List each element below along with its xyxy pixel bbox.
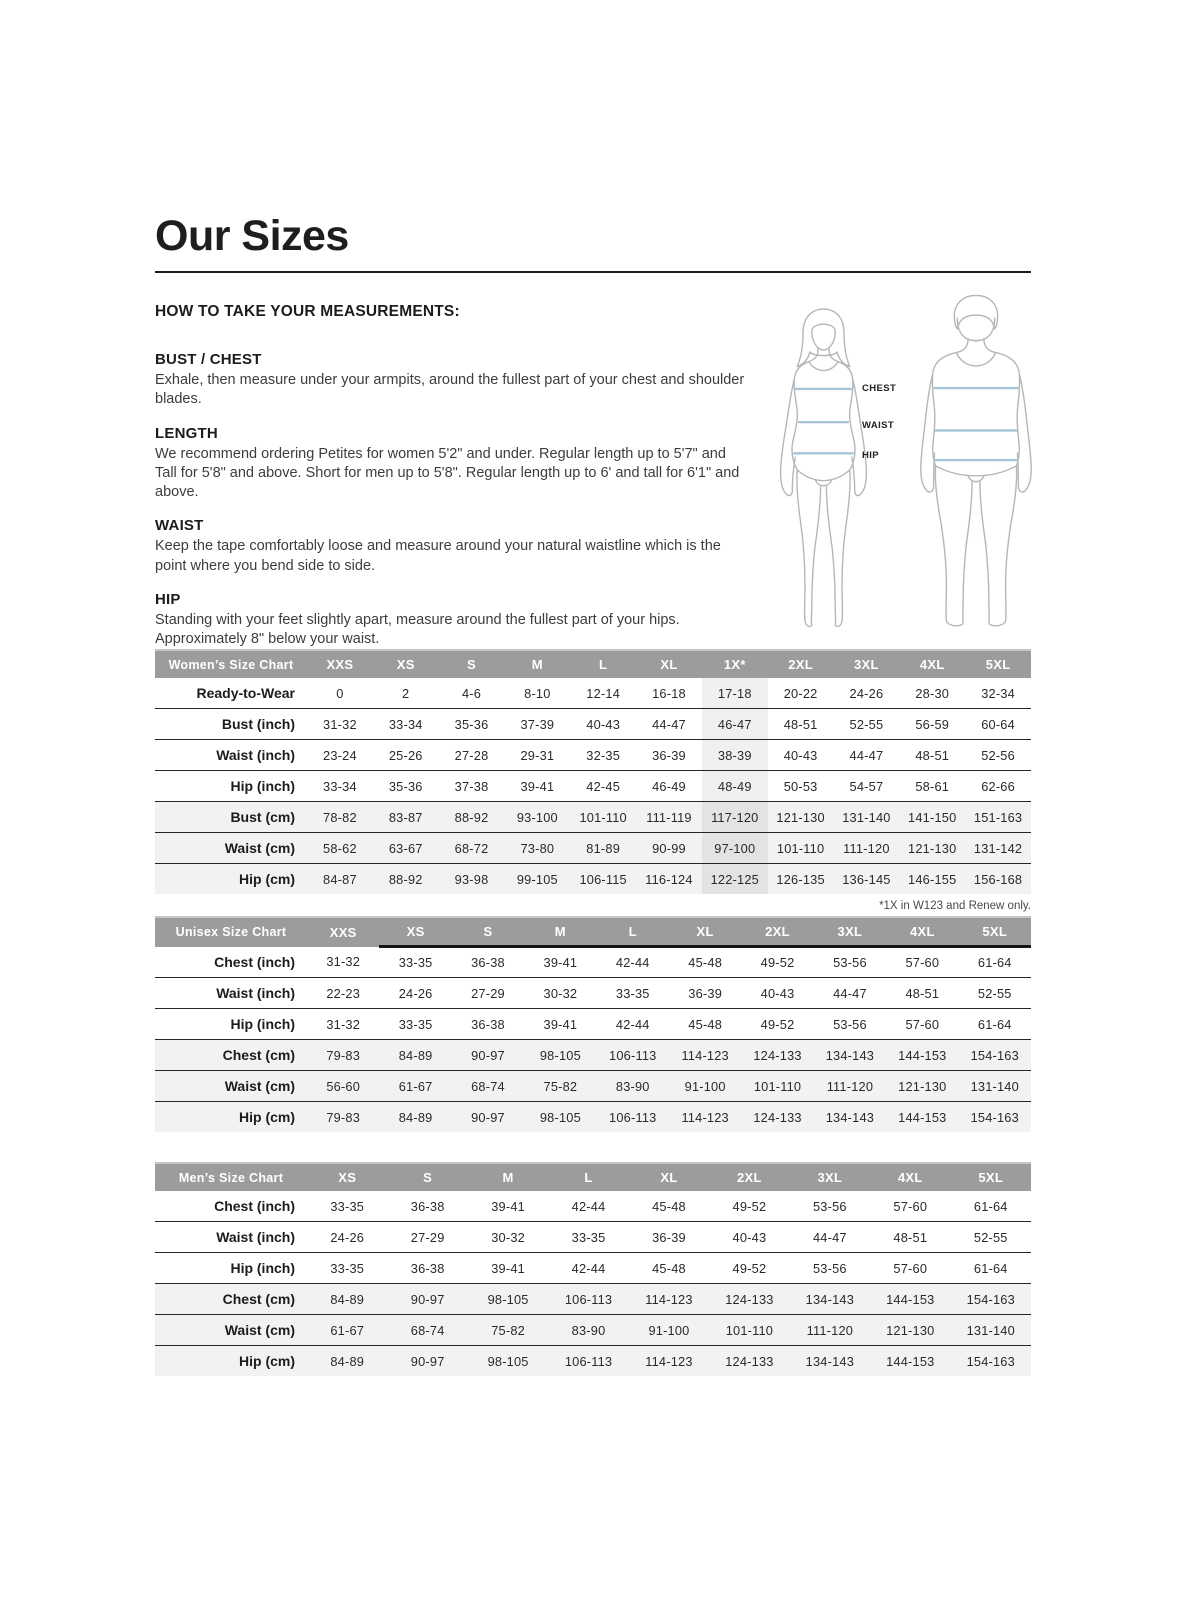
size-cell: 35-36: [454, 716, 489, 732]
size-cell: 111-120: [843, 840, 890, 856]
size-cell: 60-64: [981, 716, 1015, 732]
size-cell: 38-39: [702, 740, 768, 771]
table-title-cell: Women’s Size Chart: [155, 650, 307, 678]
column-header: L: [570, 650, 636, 678]
size-cell: 106-113: [564, 1291, 613, 1307]
size-cell: 90-99: [652, 840, 686, 856]
size-cell: 75-82: [491, 1322, 525, 1338]
size-cell: 121-130: [898, 1078, 947, 1094]
table-row: [155, 1009, 1031, 1040]
size-cell: 48-51: [905, 985, 940, 1001]
size-cell: 116-124: [645, 871, 693, 887]
size-cell: 42-44: [615, 955, 650, 970]
size-cell: 31-32: [323, 716, 357, 732]
size-cell: 4-6: [461, 685, 482, 701]
size-cell: 36-38: [410, 1198, 445, 1214]
size-cell: 36-38: [471, 1016, 505, 1032]
size-cell: 57-60: [893, 1260, 928, 1276]
size-cell: 39-41: [543, 1016, 578, 1032]
size-cell: 146-155: [908, 871, 957, 887]
section-hip: [155, 591, 747, 650]
size-cell: 90-97: [471, 1047, 505, 1063]
table-row: [155, 864, 1031, 895]
size-cell: 154-163: [970, 1047, 1019, 1063]
table-row: [155, 833, 1031, 864]
size-cell: 151-163: [973, 809, 1023, 825]
section-heading: WAIST: [155, 517, 204, 535]
column-header: 3XL: [814, 917, 886, 947]
size-cell: 90-97: [410, 1353, 445, 1369]
size-cell: 33-35: [330, 1198, 365, 1214]
size-cell: 122-125: [702, 864, 768, 895]
size-cell: 25-26: [388, 747, 423, 763]
size-cell: 144-153: [898, 1109, 947, 1125]
column-header: XXS: [307, 917, 379, 947]
row-label: Waist (cm): [224, 1078, 295, 1094]
size-cell: 33-34: [323, 778, 357, 794]
size-cell: 68-74: [471, 1078, 505, 1094]
table-row: [155, 1040, 1031, 1071]
table-row: [155, 802, 1031, 833]
column-header: 3XL: [790, 1163, 870, 1191]
table-row: [155, 1222, 1031, 1253]
size-cell: 36-38: [471, 955, 505, 970]
hip-label: HIP: [862, 450, 880, 461]
size-cell: 121-130: [886, 1322, 935, 1338]
size-cell: 53-56: [812, 1198, 847, 1214]
size-cell: 58-62: [323, 840, 357, 856]
size-cell: 49-52: [760, 1016, 795, 1032]
column-header: XS: [307, 1163, 387, 1191]
size-cell: 121-130: [908, 840, 957, 856]
row-label: Ready-to-Wear: [196, 685, 295, 701]
size-cell: 91-100: [648, 1322, 690, 1338]
size-cell: 37-38: [454, 778, 489, 794]
table-row: [155, 1102, 1031, 1133]
size-cell: 84-89: [398, 1109, 433, 1125]
section-body: We recommend ordering Petites for women 5'2" and under. Regular length up to 5'7" and Tall for 5'8" and above. Short for men up to 5'8". Regular length up to 6' and tall for 6'1" and above.: [155, 445, 740, 501]
size-cell: 84-87: [323, 871, 357, 887]
female-figure-illustration: [765, 305, 882, 627]
column-header: L: [548, 1163, 628, 1191]
size-cell: 141-150: [908, 809, 957, 825]
size-cell: 97-100: [702, 833, 768, 864]
table-row: [155, 740, 1031, 771]
size-cell: 117-120: [702, 802, 768, 833]
column-header: 4XL: [899, 650, 965, 678]
mens-size-table-container: [155, 1162, 1031, 1376]
size-cell: 31-32: [326, 954, 361, 970]
size-cell: 124-133: [725, 1291, 774, 1307]
size-cell: 40-43: [783, 747, 818, 763]
column-header: 2XL: [768, 650, 834, 678]
section-body: Exhale, then measure under your armpits, around the fullest part of your chest and shoulder blades.: [155, 372, 745, 408]
column-header: XXS: [307, 650, 373, 678]
size-cell: 0: [336, 685, 344, 701]
size-cell: 33-35: [571, 1229, 606, 1245]
size-cell: 27-29: [410, 1229, 445, 1245]
size-cell: 49-52: [732, 1198, 767, 1214]
size-table: [155, 916, 1031, 1132]
size-cell: 58-61: [915, 778, 950, 794]
size-cell: 98-105: [539, 1047, 581, 1063]
size-cell: 36-39: [652, 747, 686, 763]
unisex-size-chart: [155, 916, 1031, 1132]
column-header: L: [597, 917, 669, 947]
size-cell: 101-110: [753, 1078, 802, 1094]
size-cell: 156-168: [973, 871, 1023, 887]
size-cell: 84-89: [398, 1047, 433, 1063]
size-cell: 35-36: [388, 778, 423, 794]
size-chart-footnote: *1X in W123 and Renew only.: [879, 900, 1031, 912]
size-cell: 68-74: [410, 1322, 445, 1338]
section-waist: [155, 517, 747, 576]
size-cell: 44-47: [833, 985, 867, 1001]
column-header: XL: [669, 917, 741, 947]
size-cell: 42-44: [571, 1260, 606, 1276]
size-cell: 30-32: [491, 1229, 525, 1245]
column-header: 4XL: [870, 1163, 950, 1191]
size-cell: 98-105: [487, 1291, 529, 1307]
size-cell: 42-44: [615, 1016, 650, 1032]
table-row: [155, 1253, 1031, 1284]
size-cell: 16-18: [652, 685, 686, 701]
size-cell: 33-35: [398, 955, 433, 970]
size-cell: 32-35: [586, 747, 621, 763]
column-header: M: [468, 1163, 548, 1191]
section-heading: BUST / CHEST: [155, 351, 262, 368]
size-cell: 154-163: [966, 1291, 1015, 1307]
size-cell: 29-31: [520, 747, 555, 763]
size-cell: 62-66: [981, 778, 1015, 794]
womens-size-chart: [155, 649, 1031, 912]
size-cell: 101-110: [725, 1322, 774, 1338]
size-cell: 84-89: [330, 1353, 365, 1369]
section-heading: HIP: [155, 590, 181, 608]
size-cell: 44-47: [849, 747, 884, 763]
size-cell: 131-142: [973, 840, 1023, 856]
how-to-heading: HOW TO TAKE YOUR MEASUREMENTS:: [155, 303, 460, 320]
row-label: Waist (inch): [216, 1229, 295, 1245]
size-cell: 61-67: [330, 1322, 365, 1338]
size-cell: 124-133: [753, 1109, 802, 1125]
section-bust-chest: [155, 351, 747, 410]
table-header-row: [155, 1163, 1031, 1191]
size-cell: 54-57: [849, 778, 884, 794]
size-cell: 48-49: [702, 771, 768, 802]
column-header: 4XL: [886, 917, 958, 947]
size-cell: 144-153: [886, 1353, 935, 1369]
size-cell: 111-120: [806, 1322, 854, 1338]
size-cell: 36-39: [652, 1229, 686, 1245]
table-row: [155, 709, 1031, 740]
table-row: [155, 1284, 1031, 1315]
size-cell: 39-41: [520, 778, 555, 794]
row-label: Bust (inch): [221, 716, 295, 732]
column-header: XL: [629, 1163, 709, 1191]
size-cell: 46-49: [652, 778, 686, 794]
size-cell: 33-34: [388, 716, 423, 732]
row-label: Chest (inch): [214, 953, 295, 970]
size-cell: 12-14: [586, 685, 621, 701]
size-cell: 30-32: [543, 985, 578, 1001]
size-cell: 52-55: [973, 1229, 1008, 1245]
size-cell: 154-163: [970, 1109, 1019, 1125]
column-header: M: [524, 917, 596, 947]
row-label: Hip (cm): [239, 871, 295, 887]
size-cell: 40-43: [732, 1229, 767, 1245]
size-cell: 114-123: [645, 1353, 693, 1369]
size-cell: 50-53: [783, 778, 818, 794]
size-cell: 134-143: [825, 1047, 875, 1063]
row-label: Hip (inch): [230, 1260, 295, 1276]
size-cell: 57-60: [905, 955, 940, 970]
column-header: 2XL: [741, 917, 813, 947]
size-cell: 154-163: [966, 1353, 1015, 1369]
male-figure-illustration: [907, 289, 1045, 634]
table-row: [155, 947, 1031, 978]
size-cell: 48-51: [893, 1229, 928, 1245]
size-cell: 23-24: [323, 747, 357, 763]
size-cell: 44-47: [812, 1229, 847, 1245]
size-cell: 75-82: [543, 1078, 578, 1094]
size-cell: 99-105: [516, 871, 558, 887]
size-cell: 61-64: [973, 1198, 1008, 1214]
section-length: [155, 425, 747, 503]
size-cell: 31-32: [326, 1016, 361, 1032]
row-label: Hip (cm): [239, 1353, 295, 1369]
size-cell: 40-43: [586, 716, 621, 732]
size-cell: 83-90: [571, 1322, 606, 1338]
row-label: Waist (cm): [224, 1322, 295, 1338]
size-cell: 136-145: [842, 871, 891, 887]
size-cell: 52-55: [977, 985, 1012, 1001]
size-cell: 98-105: [539, 1109, 581, 1125]
size-cell: 134-143: [805, 1353, 855, 1369]
size-cell: 106-113: [609, 1047, 657, 1063]
table-row: [155, 678, 1031, 709]
size-cell: 131-140: [842, 809, 891, 825]
row-label: Bust (cm): [230, 809, 295, 825]
size-cell: 83-87: [388, 809, 423, 825]
row-label: Waist (inch): [216, 747, 295, 763]
size-cell: 144-153: [886, 1291, 935, 1307]
table-title-cell: Unisex Size Chart: [155, 917, 307, 947]
row-label: Hip (inch): [230, 1016, 295, 1032]
size-cell: 27-28: [454, 747, 489, 763]
size-cell: 101-110: [776, 840, 825, 856]
size-cell: 32-34: [981, 685, 1015, 701]
size-cell: 98-105: [487, 1353, 529, 1369]
size-cell: 111-119: [646, 809, 692, 825]
size-cell: 53-56: [833, 955, 867, 970]
size-cell: 24-26: [849, 685, 884, 701]
row-label: Chest (cm): [222, 1291, 295, 1307]
size-cell: 106-115: [579, 871, 627, 887]
size-cell: 114-123: [681, 1047, 729, 1063]
size-cell: 48-51: [915, 747, 950, 763]
size-cell: 33-35: [615, 985, 650, 1001]
size-cell: 42-44: [571, 1198, 606, 1214]
size-cell: 68-72: [454, 840, 489, 856]
size-cell: 46-47: [702, 709, 768, 740]
table-title-cell: Men’s Size Chart: [155, 1163, 307, 1191]
section-body: Keep the tape comfortably loose and measure around your natural waistline which is the point where you bend side to side.: [155, 538, 721, 574]
size-cell: 93-100: [516, 809, 558, 825]
column-header: 5XL: [965, 650, 1031, 678]
table-row: [155, 1071, 1031, 1102]
row-label: Hip (inch): [230, 778, 295, 794]
column-header: M: [504, 650, 570, 678]
size-table: [155, 649, 1031, 894]
size-cell: 49-52: [732, 1260, 767, 1276]
size-cell: 91-100: [684, 1078, 726, 1094]
size-cell: 28-30: [915, 685, 950, 701]
column-header: 2XL: [709, 1163, 789, 1191]
size-cell: 45-48: [688, 1016, 723, 1032]
waist-label: WAIST: [862, 420, 895, 431]
table-row: [155, 1315, 1031, 1346]
size-cell: 78-82: [323, 809, 357, 825]
size-cell: 131-140: [966, 1322, 1015, 1338]
size-cell: 42-45: [586, 778, 621, 794]
size-cell: 36-38: [410, 1260, 445, 1276]
size-cell: 40-43: [760, 985, 795, 1001]
size-cell: 88-92: [388, 871, 423, 887]
size-cell: 53-56: [812, 1260, 847, 1276]
size-cell: 39-41: [491, 1260, 525, 1276]
column-header: XS: [373, 650, 439, 678]
unisex-size-table-container: [155, 916, 1031, 1132]
page-title: Our Sizes: [155, 212, 349, 260]
size-cell: 79-83: [326, 1109, 361, 1125]
size-cell: 93-98: [454, 871, 489, 887]
size-cell: 88-92: [454, 809, 489, 825]
column-header: 5XL: [951, 1163, 1032, 1191]
size-cell: 33-35: [398, 1016, 433, 1032]
size-cell: 61-64: [977, 1016, 1012, 1032]
size-cell: 101-110: [579, 809, 627, 825]
womens-size-table-container: [155, 649, 1031, 894]
size-cell: 37-39: [520, 716, 555, 732]
column-header: S: [387, 1163, 467, 1191]
size-cell: 33-35: [330, 1260, 365, 1276]
size-cell: 17-18: [702, 678, 768, 709]
size-cell: 52-55: [849, 716, 884, 732]
row-label: Waist (inch): [216, 985, 295, 1001]
table-row: [155, 771, 1031, 802]
size-cell: 134-143: [805, 1291, 855, 1307]
size-cell: 111-120: [826, 1078, 874, 1094]
size-cell: 106-113: [609, 1109, 657, 1125]
size-cell: 84-89: [330, 1291, 365, 1307]
size-table: [155, 1162, 1031, 1376]
row-label: Waist (cm): [224, 840, 295, 856]
size-cell: 57-60: [905, 1016, 940, 1032]
size-cell: 22-23: [326, 985, 361, 1001]
column-header: 1X*: [702, 650, 768, 678]
column-header: 5XL: [959, 917, 1031, 947]
size-cell: 90-97: [410, 1291, 445, 1307]
size-cell: 52-56: [981, 747, 1015, 763]
chest-label: CHEST: [862, 383, 897, 394]
size-cell: 73-80: [520, 840, 555, 856]
row-label: Chest (inch): [214, 1198, 295, 1214]
size-cell: 57-60: [893, 1198, 928, 1214]
size-cell: 124-133: [725, 1353, 774, 1369]
size-cell: 63-67: [388, 840, 423, 856]
table-row: [155, 978, 1031, 1009]
size-cell: 45-48: [652, 1260, 686, 1276]
title-divider: [155, 271, 1031, 273]
table-header-row: [155, 650, 1031, 678]
size-cell: 39-41: [543, 955, 578, 970]
size-cell: 114-123: [645, 1291, 693, 1307]
size-cell: 49-52: [760, 955, 795, 970]
size-cell: 48-51: [783, 716, 818, 732]
size-cell: 61-64: [973, 1260, 1008, 1276]
size-cell: 61-64: [977, 955, 1012, 970]
size-cell: 126-135: [776, 871, 825, 887]
column-header: XS: [379, 917, 451, 947]
size-cell: 20-22: [783, 685, 818, 701]
section-body: Standing with your feet slightly apart, measure around the fullest part of your hips. Approximately 8" below your waist.: [155, 611, 680, 648]
size-cell: 124-133: [753, 1047, 802, 1063]
size-cell: 53-56: [833, 1016, 867, 1032]
table-row: [155, 1346, 1031, 1377]
size-cell: 45-48: [688, 955, 723, 970]
size-cell: 81-89: [586, 840, 621, 856]
column-header: S: [439, 650, 505, 678]
row-label: Chest (cm): [222, 1047, 295, 1063]
size-cell: 44-47: [652, 716, 686, 732]
size-cell: 114-123: [681, 1109, 729, 1125]
size-cell: 24-26: [398, 985, 433, 1001]
size-cell: 27-29: [471, 985, 505, 1001]
size-cell: 45-48: [652, 1198, 686, 1214]
column-header: 3XL: [834, 650, 900, 678]
size-cell: 90-97: [471, 1109, 505, 1125]
row-label: Hip (cm): [239, 1109, 295, 1125]
size-cell: 106-113: [564, 1353, 613, 1369]
column-header: S: [452, 917, 524, 947]
size-cell: 79-83: [326, 1047, 361, 1063]
mens-size-chart: [155, 1162, 1031, 1376]
size-cell: 56-60: [326, 1078, 361, 1094]
size-cell: 56-59: [915, 716, 950, 732]
size-cell: 39-41: [491, 1198, 525, 1214]
size-cell: 2: [402, 685, 410, 701]
measurement-instructions: [155, 303, 747, 665]
size-cell: 144-153: [898, 1047, 947, 1063]
size-cell: 61-67: [398, 1078, 433, 1094]
size-cell: 83-90: [615, 1078, 650, 1094]
measurement-figures: [755, 283, 1047, 635]
size-cell: 131-140: [970, 1078, 1019, 1094]
size-cell: 8-10: [524, 685, 551, 701]
table-header-row: [155, 917, 1031, 947]
table-row: [155, 1191, 1031, 1222]
section-heading: LENGTH: [155, 424, 218, 442]
column-header: XL: [636, 650, 702, 678]
size-cell: 36-39: [688, 985, 723, 1001]
size-cell: 134-143: [825, 1109, 875, 1125]
size-cell: 24-26: [330, 1229, 365, 1245]
size-cell: 121-130: [776, 809, 825, 825]
